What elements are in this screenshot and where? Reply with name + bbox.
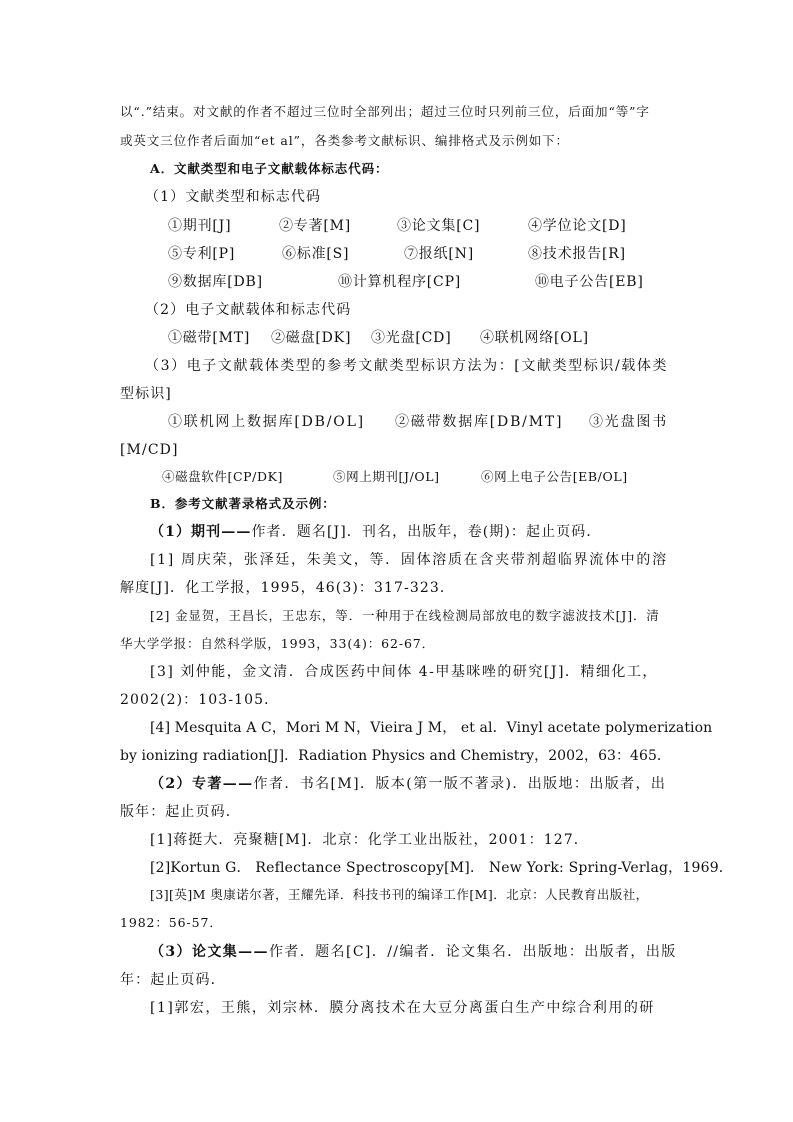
monograph-example-1: [1]蒋挺大．亮聚糖[M]．北京：化学工业出版社，2001：127．: [150, 832, 589, 848]
monograph-format-label: （2）专著——: [150, 776, 254, 792]
journal-example-3-line-1: [3] 刘仲能，金文清．合成医药中间体 4-甲基咪唑的研究[J]．精细化工，: [150, 664, 658, 680]
intro-line-1: 以“.”结束。对文献的作者不超过三位时全部列出；超过三位时只列前三位，后面加“等”字: [120, 104, 650, 119]
section-a-sub2-title: （2）电子文献载体和标志代码: [145, 302, 352, 318]
journal-example-4-line-1: [4] Mesquita A C，Mori M N，Vieira J M， et al．Vinyl acetate polymerization: [150, 720, 713, 736]
journal-format-label: （1）期刊——: [150, 524, 252, 540]
journal-example-2-line-1: [2] 金显贺，王昌长，王忠东，等．一种用于在线检测局部放电的数字滤波技术[J]．清: [150, 608, 660, 623]
combo-item: ②磁带数据库[DB/MT]: [395, 414, 564, 430]
combo-item: ⑤网上期刊[J/OL]: [333, 469, 440, 484]
journal-example-1-line-1: [1] 周庆荣，张泽廷，朱美文，等．固体溶质在含夹带剂超临界流体中的溶: [150, 552, 668, 568]
combo-item: ③光盘图书: [589, 414, 668, 430]
type-item: ⑦报纸[N]: [404, 246, 474, 262]
section-a-sub3-line-1: （3）电子文献载体类型的参考文献类型标识方法为：[文献类型标识/载体类: [145, 358, 669, 374]
type-item: ⑧技术报告[R]: [528, 246, 626, 262]
intro-line-2: 或英文三位作者后面加“et al”，各类参考文献标识、编排格式及示例如下：: [120, 133, 569, 148]
carrier-item: ②磁盘[DK]: [271, 330, 352, 346]
type-item: ⑨数据库[DB]: [168, 274, 263, 290]
section-b-heading: B．参考文献著录格式及示例：: [150, 496, 336, 511]
monograph-format-text: 作者．书名[M]．版本(第一版不著录)．出版地：出版者，出: [253, 776, 667, 792]
type-item: ①期刊[J]: [168, 218, 232, 234]
journal-example-1-line-2: 解度[J]．化工学报，1995，46(3)：317-323．: [120, 580, 455, 596]
journal-example-4-line-2: by ionizing radiation[J]．Radiation Physics and Chemistry，2002，63：465．: [120, 748, 671, 764]
type-item: ⑩计算机程序[CP]: [338, 274, 462, 290]
journal-example-3-line-2: 2002(2)：103-105．: [120, 692, 280, 708]
journal-format: [150, 525, 602, 539]
proceedings-format-text: 作者．题名[C]．//编者．论文集名．出版地：出版者，出版: [268, 944, 677, 960]
monograph-example-3-line-1: [3][英]M 奥康诺尔著，王耀先译．科技书刊的编译工作[M]．北京：人民教育出版社，: [150, 887, 649, 902]
combo-row-1-continued: [M/CD]: [120, 442, 179, 458]
monograph-format-line-2: 版年：起止页码．: [120, 804, 241, 820]
type-item: ②专著[M]: [279, 218, 352, 234]
combo-item: ⑥网上电子公告[EB/OL]: [481, 469, 628, 484]
type-item: ⑤专利[P]: [168, 246, 236, 262]
section-a-sub3-line-2: 型标识]: [120, 386, 172, 402]
monograph-format: [150, 777, 666, 791]
monograph-example-3-line-2: 1982：56-57．: [120, 915, 223, 930]
proceedings-format: [150, 945, 677, 959]
combo-item: ④磁盘软件[CP/DK]: [162, 469, 284, 484]
proceedings-example-1-line-1: [1]郭宏，王熊，刘宗林．膜分离技术在大豆分离蛋白生产中综合利用的研: [150, 1000, 655, 1016]
proceedings-format-label: （3）论文集——: [150, 944, 269, 960]
journal-format-text: 作者．题名[J]．刊名，出版年，卷(期)：起止页码．: [251, 524, 602, 540]
journal-example-2-line-2: 华大学学报：自然科学版，1993，33(4)：62-67．: [120, 636, 436, 651]
type-item: ④学位论文[D]: [528, 218, 627, 234]
combo-item: ①联机网上数据库[DB/OL]: [168, 414, 365, 430]
monograph-example-2: [2]Kortun G． Reflectance Spectroscopy[M]． New York: Spring-Verlag，1969．: [150, 860, 734, 876]
section-a-sub1-title: （1）文献类型和标志代码: [145, 189, 322, 205]
carrier-item: ③光盘[CD]: [371, 330, 452, 346]
section-a-heading: A．文献类型和电子文献载体标志代码：: [150, 161, 389, 176]
carrier-item: ④联机网络[OL]: [480, 330, 589, 346]
type-item: ⑩电子公告[EB]: [535, 274, 644, 290]
proceedings-format-line-2: 年：起止页码．: [120, 972, 226, 988]
type-item: ⑥标准[S]: [282, 246, 350, 262]
carrier-item: ①磁带[MT]: [168, 330, 251, 346]
type-item: ③论文集[C]: [397, 218, 481, 234]
